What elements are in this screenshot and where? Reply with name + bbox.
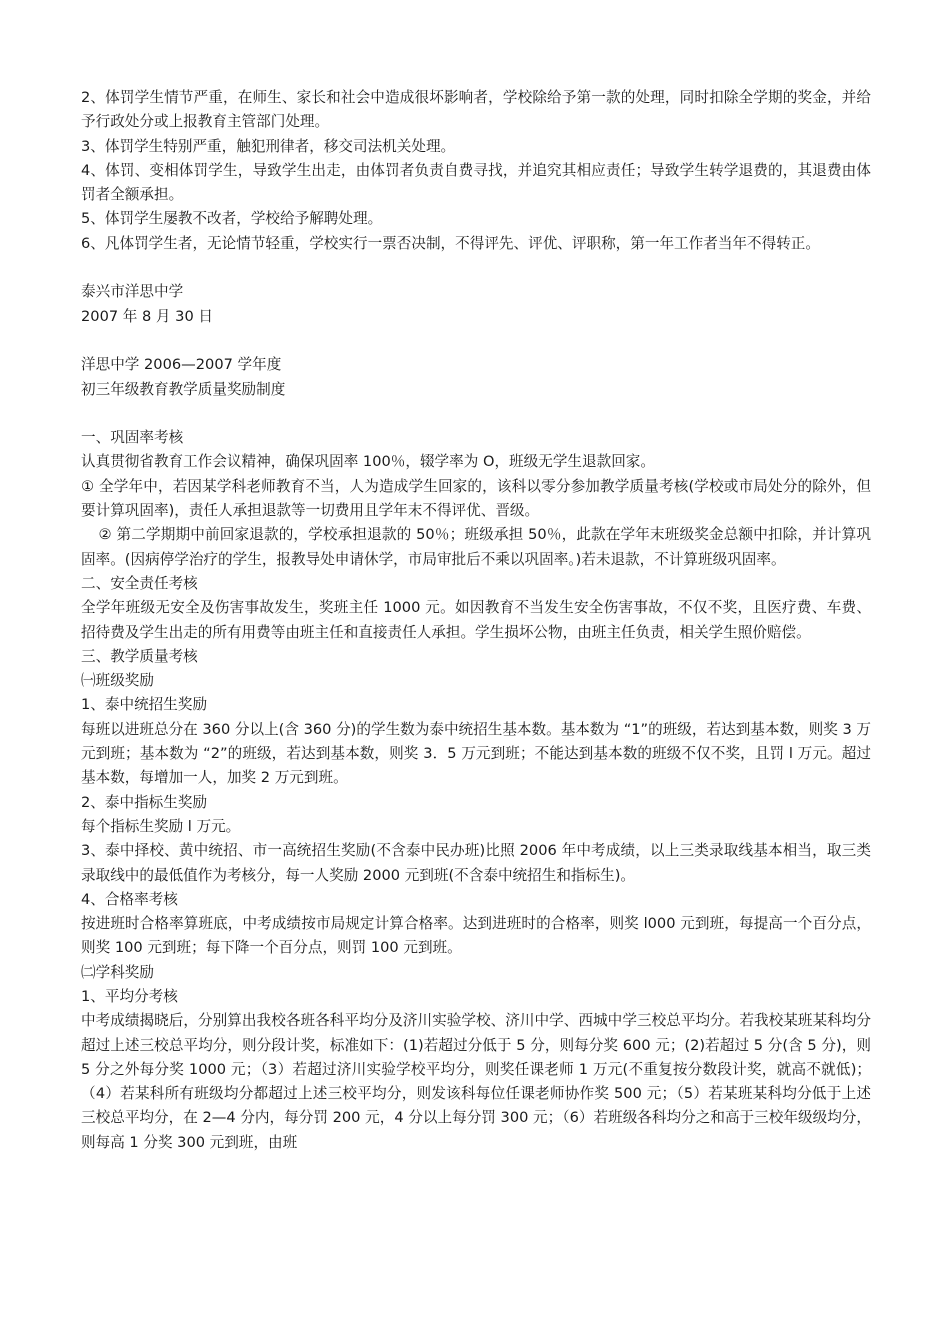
signature-date: 2007 年 8 月 30 日	[81, 307, 213, 325]
signature-school: 泰兴市洋思中学	[81, 283, 184, 301]
section-heading-safety: 二、安全责任考核	[81, 574, 198, 592]
paragraph-safety: 全学年班级无安全及伤害事故发生，奖班主任 1000 元。如因教育不当发生安全伤害事故，不仅不奖，且医疗费、车费、招待费及学生出走的所有用费等由班主任和直接责任人承担。学生损坏公物，由班主任负责，相关学生照价赔偿。	[81, 599, 871, 641]
paragraph-taizhong-admission: 每班以进班总分在 360 分以上(含 360 分)的学生数为泰中统招生基本数。基本数为 “1”的班级，若达到基本数，则奖 3 万元到班；基本数为 “2”的班级，若达到基本数，则奖 3．5 万元到班；不能达到基本数的班级不仅不奖，且罚 l 万元。超过基本数，每增加一人，加奖 2 万元到班。	[81, 720, 871, 787]
paragraph-item-2: 2、体罚学生情节严重，在师生、家长和社会中造成很坏影响者，学校除给予第一款的处理，同时扣除全学期的奖金，并给予行政处分或上报教育主管部门处理。	[81, 89, 871, 131]
spacer	[81, 329, 871, 353]
paragraph-retention-item-1: ① 全学年中，若因某学科老师教育不当，人为造成学生回家的，该科以零分参加教学质量考核(学校或市局处分的除外，但要计算巩固率)，责任人承担退款等一切费用且学年末不得评优、晋级。	[81, 477, 871, 520]
item-heading-taizhong-admission: 1、泰中统招生奖励	[81, 696, 208, 714]
section-heading-quality: 三、教学质量考核	[81, 647, 198, 665]
paragraph-other-admissions: 3、泰中择校、黄中统招、市一高统招生奖励(不含泰中民办班)比照 2006 年中考成绩，以上三类录取线基本相当，取三类录取线中的最低值作为考核分，每一人奖励 2000 元到班(不含泰中统招生和指标生)。	[81, 842, 871, 884]
spacer	[81, 402, 871, 426]
subsection-heading-class-award: ㈠班级奖励	[81, 672, 154, 690]
paragraph-item-4: 4、体罚、变相体罚学生，导致学生出走，由体罚者负责自费寻找，并追究其相应责任；导致学生转学退费的，其退费由体罚者全额承担。	[81, 161, 871, 204]
item-heading-average-score: 1、平均分考核	[81, 987, 178, 1005]
paragraph-retention-intro: 认真贯彻省教育工作会议精神，确保巩固率 100％，辍学率为 O，班级无学生退款回家。	[81, 453, 655, 471]
document-title-line-2: 初三年级教育教学质量奖励制度	[81, 380, 286, 398]
paragraph-quota-student: 每个指标生奖励 l 万元。	[81, 817, 241, 835]
subsection-heading-subject-award: ㈡学科奖励	[81, 963, 154, 981]
item-heading-pass-rate: 4、合格率考核	[81, 890, 178, 908]
paragraph-retention-item-2: ② 第二学期期中前回家退款的，学校承担退款的 50％；班级承担 50％，此款在学年末班级奖金总额中扣除，并计算巩固率。(因病停学治疗的学生，报教导处申请休学，市局审批后不乘以巩固率。)若未退款，不计算班级巩固率。	[81, 526, 871, 568]
item-heading-quota-student: 2、泰中指标生奖励	[81, 793, 208, 811]
spacer	[81, 256, 871, 280]
paragraph-item-5: 5、体罚学生屡教不改者，学校给予解聘处理。	[81, 210, 383, 228]
paragraph-pass-rate: 按进班时合格率算班底，中考成绩按市局规定计算合格率。达到进班时的合格率，则奖 l000 元到班，每提高一个百分点，则奖 100 元到班；每下降一个百分点，则罚 100 元到班。	[81, 915, 871, 957]
document-page	[81, 86, 871, 1155]
section-heading-retention: 一、巩固率考核	[81, 429, 184, 447]
document-title-line-1: 洋思中学 2006—2007 学年度	[81, 356, 282, 374]
paragraph-item-3: 3、体罚学生特别严重，触犯刑律者，移交司法机关处理。	[81, 137, 456, 155]
paragraph-average-score: 中考成绩揭晓后，分别算出我校各班各科平均分及济川实验学校、济川中学、西城中学三校总平均分。若我校某班某科均分超过上述三校总平均分，则分段计奖，标准如下：(1)若超过分低于 5 分，则每分奖 600 元；(2)若超过 5 分(含 5 分)，则 5 分之外每分奖 1000 元；（3）若超过济川实验学校平均分，则奖任课老师 1 万元(不重复按分数段计奖，就高不就低)；（4）若某科所有班级均分都超过上述三校平均分，则发该科每位任课老师协作奖 500 元；（5）若某班某科均分低于上述三校总平均分，在 2—4 分内，每分罚 200 元，4 分以上每分罚 300 元；（6）若班级各科均分之和高于三校年级级均分，则每高 1 分奖 300 元到班，由班	[81, 1012, 871, 1151]
paragraph-item-6: 6、凡体罚学生者，无论情节轻重，学校实行一票否决制，不得评先、评优、评职称，第一年工作者当年不得转正。	[81, 234, 820, 252]
